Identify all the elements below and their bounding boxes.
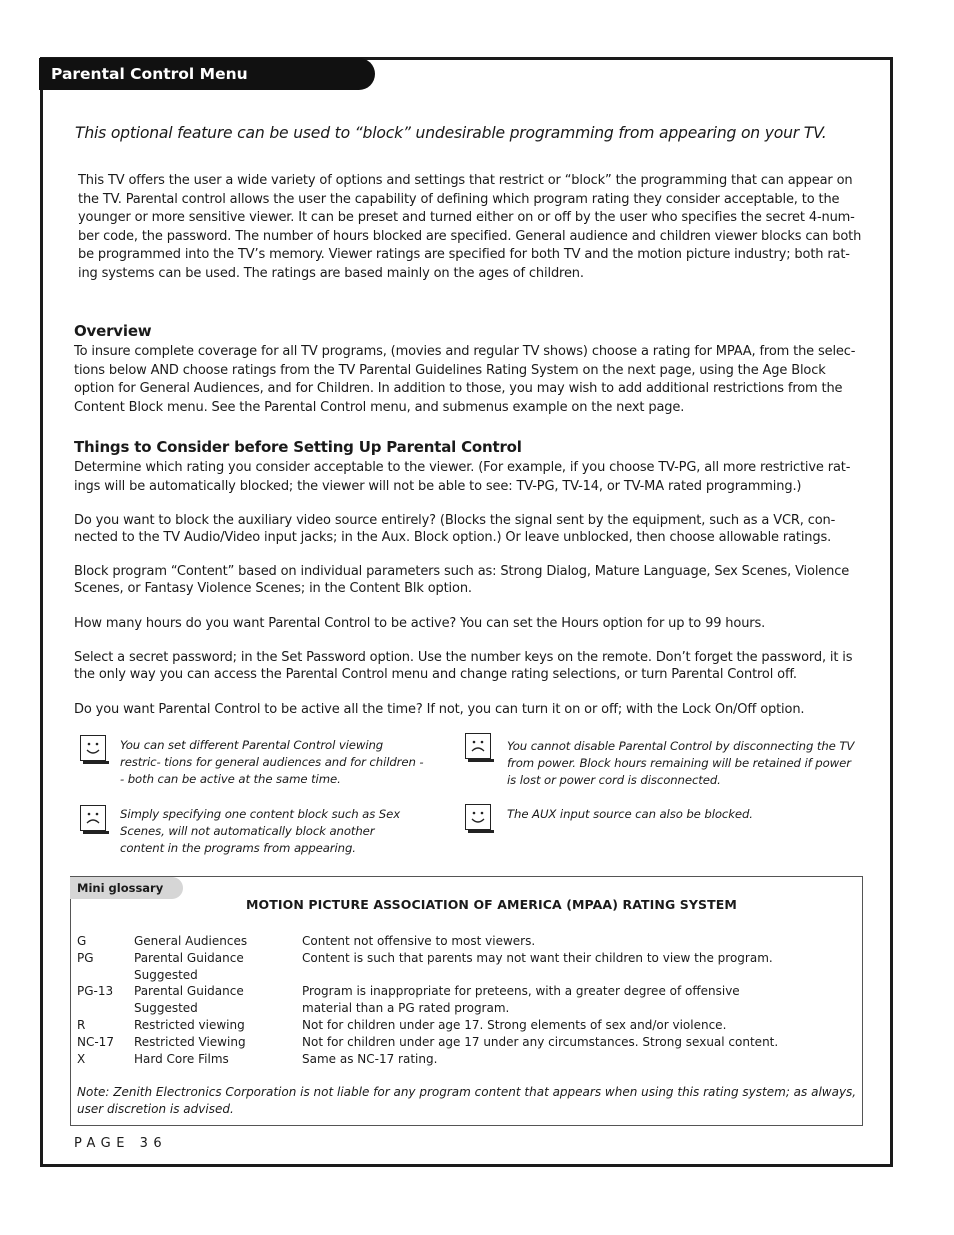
- happy-face-icon: [80, 735, 106, 761]
- note-text: You cannot disable Parental Control by disconnecting the TV from power. Block hours remaining will be retained if power is lost or power cord is disconnected.: [507, 739, 855, 788]
- note-text: Simply specifying one content block such as Sex Scenes, will not automatically block another content in the programs from appearing.: [120, 807, 401, 856]
- rating-description: Not for children under age 17 under any circumstances. Strong sexual content.: [302, 1035, 779, 1049]
- consider-paragraph-6: Do you want Parental Control to be active all the time? If not, you can turn it on or off; with the Lock On/Off option.: [74, 702, 805, 717]
- rating-name: Parental Guidance Suggested: [134, 984, 244, 1015]
- rating-code: PG-13: [77, 984, 114, 998]
- rating-code: R: [77, 1018, 86, 1032]
- rating-description: Content not offensive to most viewers.: [302, 934, 536, 948]
- rating-code: X: [77, 1052, 86, 1066]
- lead-text: This optional feature can be used to “block” undesirable programming from appearing on your TV.: [75, 124, 827, 142]
- rating-description: Program is inappropriate for preteens, with a greater degree of offensive material than a PG rated program.: [302, 984, 740, 1015]
- rating-name: General Audiences: [134, 934, 248, 948]
- rating-name: Hard Core Films: [134, 1052, 229, 1066]
- consider-paragraph-5: Select a secret password; in the Set Password option. Use the number keys on the remote. Don’t forget the password, it is the only way you can access the Parental Control menu and change rating selections, or turn Parental Control off.: [74, 650, 853, 683]
- rating-code: NC-17: [77, 1035, 114, 1049]
- consider-heading: Things to Consider before Setting Up Parental Control: [74, 438, 522, 456]
- rating-name: Restricted viewing: [134, 1018, 245, 1032]
- rating-code: G: [77, 934, 87, 948]
- page-number: PAGE 36: [74, 1136, 168, 1151]
- rating-description: Same as NC-17 rating.: [302, 1052, 438, 1066]
- note-text: You can set different Parental Control viewing restric- tions for general audiences and for children - - both can be active at the same time.: [120, 738, 424, 787]
- consider-paragraph-4: How many hours do you want Parental Control to be active? You can set the Hours option for up to 99 hours.: [74, 616, 766, 631]
- rating-name: Parental Guidance Suggested: [134, 951, 244, 982]
- glossary-heading: MOTION PICTURE ASSOCIATION OF AMERICA (MPAA) RATING SYSTEM: [246, 897, 737, 912]
- overview-paragraph: To insure complete coverage for all TV programs, (movies and regular TV shows) choose a rating for MPAA, from the selec- tions below AND choose ratings from the TV Parental Guidelines Rating System on the next page, using the Age Block option for General Audiences, and for Children. In addition to those, you may wish to add additional restrictions from the Content Block menu. See the Parental Control menu, and submenus example on the next page.: [74, 344, 856, 415]
- page-title: Parental Control Menu: [39, 58, 375, 90]
- intro-paragraph: This TV offers the user a wide variety of options and settings that restrict or “block” the programming that can appear on the TV. Parental control allows the user the capability of defining which program rating they consider acceptable, to the younger or more sensitive viewer. It can be preset and turned either on or off by the user who specifies the secret 4-num- ber code, the password. The number of hours blocked are specified. General audience and children viewer blocks can both be programmed into the TV’s memory. Viewer ratings are specified for both TV and the motion picture industry; both rat- ing systems can be used. The ratings are based mainly on the ages of children.: [78, 173, 862, 281]
- overview-heading: Overview: [74, 322, 152, 340]
- rating-name: Restricted Viewing: [134, 1035, 246, 1049]
- consider-paragraph-3: Block program “Content” based on individual parameters such as: Strong Dialog, Mature Language, Sex Scenes, Violence Scenes, or Fantasy Violence Scenes; in the Content Blk option.: [74, 564, 850, 597]
- happy-face-icon: [465, 804, 491, 830]
- consider-paragraph-1: Determine which rating you consider acceptable to the viewer. (For example, if you choose TV-PG, all more restrictive rat- ings will be automatically blocked; the viewer will not be able to see: TV-PG, TV-14, or TV-MA rated programming.): [74, 460, 851, 494]
- rating-code: PG: [77, 951, 94, 965]
- rating-description: Content is such that parents may not want their children to view the program.: [302, 951, 773, 965]
- consider-paragraph-2: Do you want to block the auxiliary video source entirely? (Blocks the signal sent by the equipment, such as a VCR, con- nected to the TV Audio/Video input jacks; in the Aux. Block option.) Or leave unblocked, then choose allowable ratings.: [74, 513, 836, 546]
- sad-face-icon: [465, 733, 491, 759]
- rating-description: Not for children under age 17. Strong elements of sex and/or violence.: [302, 1018, 727, 1032]
- sad-face-icon: [80, 805, 106, 831]
- note-text: The AUX input source can also be blocked.: [507, 807, 753, 821]
- glossary-tab: Mini glossary: [70, 877, 183, 899]
- glossary-note: Note: Zenith Electronics Corporation is not liable for any program content that appears when using this rating system; as always, user discretion is advised.: [77, 1085, 857, 1116]
